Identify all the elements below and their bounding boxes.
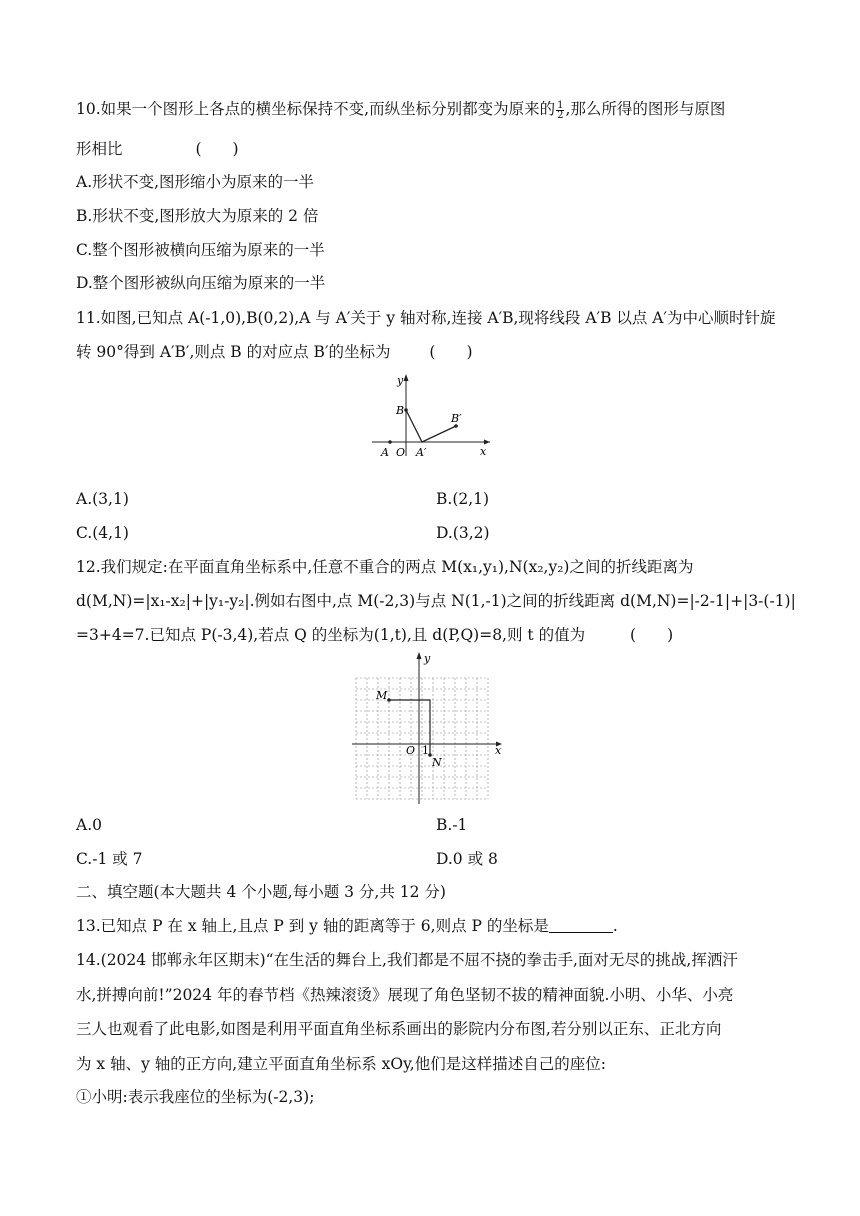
x-axis-label: x xyxy=(495,744,502,757)
q12-option-a: A.0 xyxy=(76,816,102,834)
q10-option-b: B.形状不变,图形放大为原来的 2 倍 xyxy=(76,207,319,225)
q11-figure xyxy=(366,370,496,460)
q10-option-a: A.形状不变,图形缩小为原来的一半 xyxy=(76,173,315,191)
q14-stem-line4: 为 x 轴、y 轴的正方向,建立平面直角坐标系 xOy,他们是这样描述自己的座位: xyxy=(76,1055,606,1073)
label-ap: A′ xyxy=(416,446,427,459)
q10-option-d: D.整个图形被纵向压缩为原来的一半 xyxy=(76,274,326,292)
q10-stem-line2 xyxy=(76,139,239,159)
q11-stem-line1: 11.如图,已知点 A(-1,0),B(0,2),A 与 A′关于 y 轴对称,连接 A′B,现将线段 A′B 以点 A′为中心顺时针旋 xyxy=(76,309,776,327)
q13-stem xyxy=(76,916,618,936)
q13-answer-blank[interactable] xyxy=(549,918,613,933)
q12-option-c: C.-1 或 7 xyxy=(76,850,143,868)
y-axis-arrow-icon xyxy=(404,374,409,381)
q11-stem-line2-text: 转 90°得到 A′B′,则点 B 的对应点 B′的坐标为 xyxy=(76,343,391,361)
q14-stem-line5: ①小明:表示我座位的坐标为(-2,3); xyxy=(76,1088,315,1106)
point-b xyxy=(404,408,408,412)
section-heading-fill-in: 二、填空题(本大题共 4 个小题,每小题 3 分,共 12 分) xyxy=(76,883,446,901)
label-m: M xyxy=(376,689,388,702)
label-bp: B′ xyxy=(451,412,462,425)
q14-stem-line2: 水,拼搏向前!”2024 年的春节档《热辣滚烫》展现了角色坚韧不拔的精神面貌.小明、小华、小亮 xyxy=(76,986,734,1004)
label-one: 1 xyxy=(422,744,429,757)
q10-stem-line1 xyxy=(76,99,725,120)
q10-stem-a: 10.如果一个图形上各点的横坐标保持不变,而纵坐标分别都变为原来的 xyxy=(76,100,556,118)
q12-stem-line3-text: =3+4=7.已知点 P(-3,4),若点 Q 的坐标为(1,t),且 d(P,Q)=8,则 t 的值为 xyxy=(76,626,586,644)
fraction-numerator: 1 xyxy=(557,99,564,111)
fraction-denominator: 2 xyxy=(557,109,564,121)
y-axis-label: y xyxy=(424,652,431,665)
q12-stem-line2: d(M,N)=|x₁-x₂|+|y₁-y₂|.例如右图中,点 M(-2,3)与点 N(1,-1)之间的折线距离 d(M,N)=|-2-1|+|3-(-1)| xyxy=(76,592,796,610)
q12-stem-line1: 12.我们规定:在平面直角坐标系中,任意不重合的两点 M(x₁,y₁),N(x₂,y₂)之间的折线距离为 xyxy=(76,558,694,576)
q11-option-a: A.(3,1) xyxy=(76,490,129,508)
q10-option-c: C.整个图形被横向压缩为原来的一半 xyxy=(76,241,325,259)
q12-option-b: B.-1 xyxy=(436,816,468,834)
point-a xyxy=(388,440,392,444)
q14-stem-line3: 三人也观看了此电影,如图是利用平面直角坐标系画出的影院内分布图,若分别以正东、正北方向 xyxy=(76,1020,722,1038)
q12-stem-line3 xyxy=(76,625,673,645)
q12-answer-paren: ( ) xyxy=(630,626,674,644)
segment-b-ap-bp xyxy=(406,410,456,442)
q11-stem-line2 xyxy=(76,342,473,362)
q10-stem-b: ,那么所得的图形与原图 xyxy=(565,100,726,118)
x-axis-arrow-icon xyxy=(484,440,490,445)
q13-stem-end: . xyxy=(612,917,618,935)
q13-stem-text: 13.已知点 P 在 x 轴上,且点 P 到 y 轴的距离等于 6,则点 P 的坐标是 xyxy=(76,917,549,935)
q10-stem-line2-text: 形相比 xyxy=(76,140,123,158)
x-axis-label: x xyxy=(480,445,487,458)
y-axis-label: y xyxy=(397,374,404,387)
label-n: N xyxy=(432,756,442,769)
label-b: B xyxy=(396,404,405,417)
label-a: A xyxy=(381,446,389,459)
q12-option-d: D.0 或 8 xyxy=(436,850,498,868)
q11-option-c: C.(4,1) xyxy=(76,524,129,542)
q10-answer-paren: ( ) xyxy=(195,140,239,158)
label-o: O xyxy=(396,446,406,459)
one-half-fraction xyxy=(556,101,564,120)
q11-option-b: B.(2,1) xyxy=(436,490,490,508)
label-o: O xyxy=(406,744,416,757)
q14-stem-line1: 14.(2024 邯郸永年区期末)“在生活的舞台上,我们都是不屈不挠的拳击手,面对无尽的挑战,挥洒汗 xyxy=(76,951,738,969)
q11-answer-paren: ( ) xyxy=(429,343,473,361)
q11-option-d: D.(3,2) xyxy=(436,524,490,542)
y-axis-arrow-icon xyxy=(417,652,422,659)
q12-grid-figure xyxy=(348,648,508,806)
point-m xyxy=(387,698,391,702)
